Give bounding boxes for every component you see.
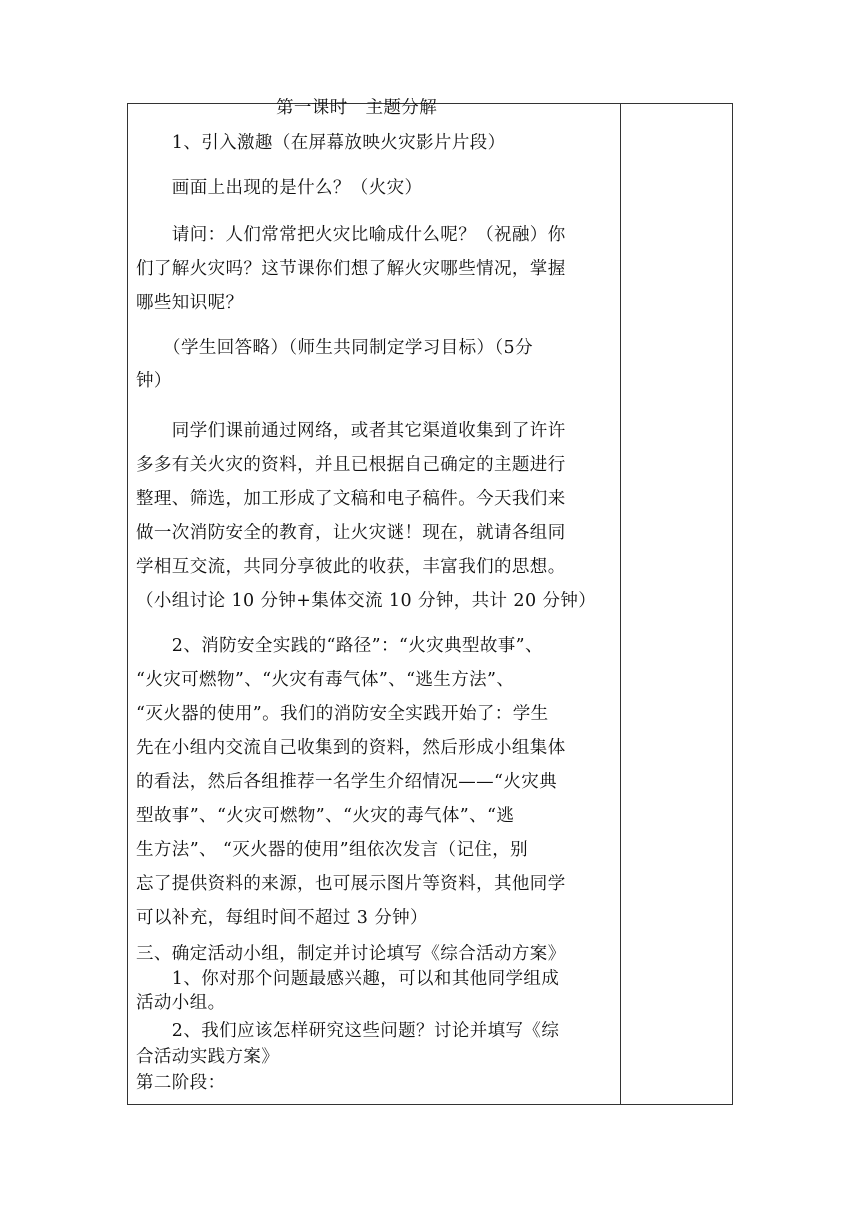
text-line: 钟）	[136, 371, 172, 391]
text-line: “火灾可燃物”、“火灾有毒气体”、“逃生方法”、	[136, 670, 515, 690]
text-line: 忘了提供资料的来源，也可展示图片等资料，其他同学	[136, 874, 566, 894]
notes-cell	[621, 104, 732, 1104]
text-line: 的看法，然后各组推荐一名学生介绍情况——“火灾典	[136, 772, 558, 792]
text-line: 做一次消防安全的教育，让火灾谜！现在，就请各组同	[136, 523, 566, 543]
text-line: 先在小组内交流自己收集到的资料，然后形成小组集体	[136, 738, 566, 758]
text-line: 型故事”、“火灾可燃物”、“火灾的毒气体”、“逃	[136, 806, 515, 826]
text-line: （学生回答略）（师生共同制定学习目标）（5分	[136, 338, 533, 358]
text-line: 2、我们应该怎样研究这些问题？讨论并填写《综	[136, 1021, 560, 1041]
stage-heading: 第二阶段：	[136, 1073, 226, 1093]
text-line: 们了解火灾吗？这节课你们想了解火灾哪些情况，掌握	[136, 259, 566, 279]
text-line: 整理、筛选，加工形成了文稿和电子稿件。今天我们来	[136, 489, 566, 509]
text-line: 生方法”、 “灭火器的使用”组依次发言（记住，别	[136, 840, 529, 860]
section-heading: 三、确定活动小组，制定并讨论填写《综合活动方案》	[136, 944, 566, 964]
text-line: “灭火器的使用”。我们的消防安全实践开始了：学生	[136, 704, 549, 724]
text-line: 1、引入激趣（在屏幕放映火灾影片片段）	[136, 133, 506, 153]
text-line: 1、你对那个问题最感兴趣，可以和其他同学组成	[136, 969, 560, 989]
text-line: 多多有关火灾的资料，并且已根据自己确定的主题进行	[136, 455, 566, 475]
text-line: 请问：人们常常把火灾比喻成什么呢？（祝融）你	[136, 225, 566, 245]
lesson-heading: 第一课时 主题分解	[276, 98, 438, 118]
text-line: 同学们课前通过网络，或者其它渠道收集到了许许	[136, 421, 566, 441]
text-line: 活动小组。	[136, 993, 226, 1013]
text-line: 2、消防安全实践的“路径”：“火灾典型故事”、	[136, 636, 543, 656]
text-line: 学相互交流，共同分享彼此的收获，丰富我们的思想。	[136, 557, 566, 577]
text-line: 可以补充，每组时间不超过 3 分钟）	[136, 908, 428, 928]
text-line: （小组讨论 10 分钟+集体交流 10 分钟，共计 20 分钟）	[136, 591, 597, 611]
text-line: 哪些知识呢？	[136, 293, 244, 313]
lesson-table	[127, 98, 733, 1105]
text-line: 合活动实践方案》	[136, 1047, 280, 1067]
text-line: 画面上出现的是什么？（火灾）	[136, 178, 423, 198]
lesson-content-cell	[128, 98, 621, 1104]
